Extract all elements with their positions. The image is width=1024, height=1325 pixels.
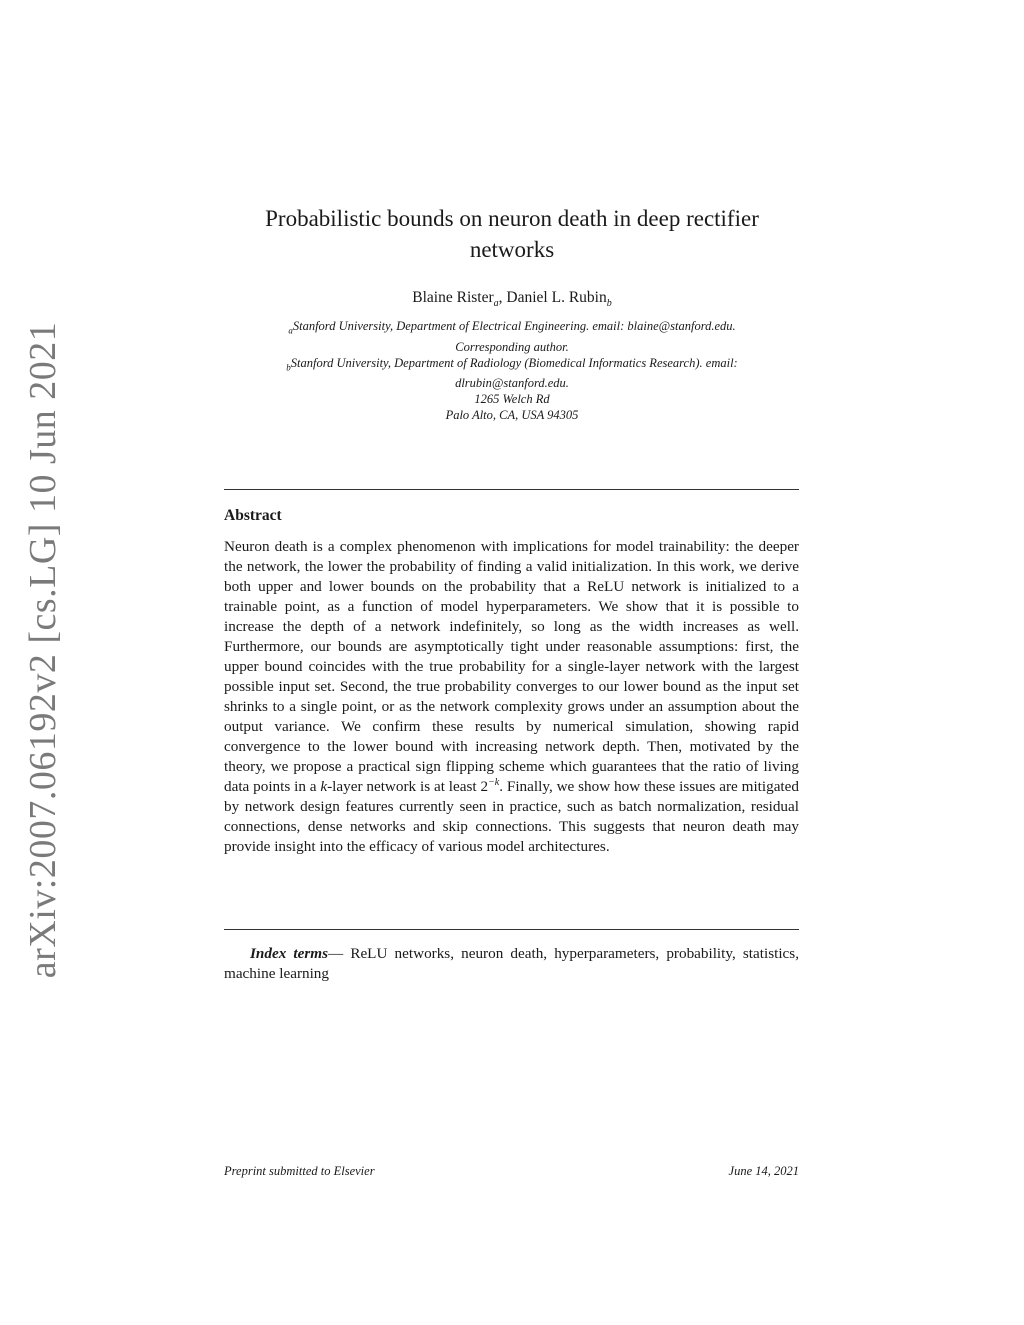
- index-terms-dash: —: [328, 945, 351, 962]
- affiliation-line: 1265 Welch Rd: [474, 392, 550, 406]
- affiliation-mark: b: [606, 298, 612, 310]
- arxiv-stamp: [14, 321, 72, 979]
- affiliation-line: Palo Alto, CA, USA 94305: [445, 408, 579, 422]
- footer-date: June 14, 2021: [728, 1164, 799, 1178]
- abstract-top-rule: [224, 489, 799, 490]
- math-exponent: −k: [488, 777, 500, 788]
- author-name: Daniel L. Rubin: [506, 289, 607, 306]
- footer-preprint-note: Preprint submitted to Elsevier: [224, 1164, 375, 1178]
- affiliation-line: dlrubin@stanford.edu.: [455, 376, 569, 390]
- index-terms: [224, 944, 799, 984]
- author-separator: ,: [498, 289, 507, 306]
- arxiv-identifier: arXiv:2007.06192v2 [cs.LG] 10 Jun 2021: [22, 321, 65, 979]
- author-name: Blaine Rister: [412, 289, 494, 306]
- affiliation-line: $_a$Stanford University, Department of Electrical Engineering. email: blaine@stanford.edu.: [288, 319, 736, 336]
- abstract-bottom-rule: [224, 929, 799, 930]
- abstract-body: Neuron death is a complex phenomenon with implications for model trainability: the deeper the network, the lower the probability of finding a valid initialization. In this work, we derive both upper and lower bounds on the probability that a ReLU network is initialized to a trainable point, as a function of model hyperparameters. We show that it is possible to increase the depth of a network indefinitely, so long as the width increases as well. Furthermore, our bounds are asymptotically tight under reasonable assumptions: first, the upper bound coincides with the true probability for a single-layer network with the largest possible input set. Second, the true probability converges to our lower bound as the input set shrinks to a single point, or as the network complexity grows under an assumption about the output variance. We confirm these results by numerical simulation, showing rapid convergence to the lower bound with increasing network depth. Then, motivated by the theory, we propose a practical sign flipping scheme which guarantees that the ratio of living data points in a k-layer network is at least $2^{-k}$. Finally, we show how these issues are mitigated by network design features currently seen in practice, such as batch normalization, residual connections, dense networks and skip connections. This suggests that neuron death may provide insight into the efficacy of various model architectures.: [224, 538, 799, 855]
- affiliation-mark: a: [288, 325, 293, 336]
- paper-title: Probabilistic bounds on neuron death in deep rectifier networks: [265, 206, 759, 262]
- affiliations: [225, 318, 799, 423]
- affiliation-mark: a: [493, 298, 499, 310]
- affiliation-mark: b: [286, 362, 291, 372]
- abstract-heading: Abstract: [224, 507, 282, 524]
- affiliation-line: Corresponding author.: [455, 339, 569, 354]
- author-list: [225, 289, 799, 309]
- math-variable: k: [320, 778, 328, 795]
- index-terms-label: Index terms: [250, 945, 328, 962]
- index-terms-list: ReLU networks, neuron death, hyperparameters, probability, statistics, machine learning: [224, 945, 799, 982]
- affiliation-line: $_b$Stanford University, Department of Radiology (Biomedical Informatics Research). email:: [286, 355, 738, 372]
